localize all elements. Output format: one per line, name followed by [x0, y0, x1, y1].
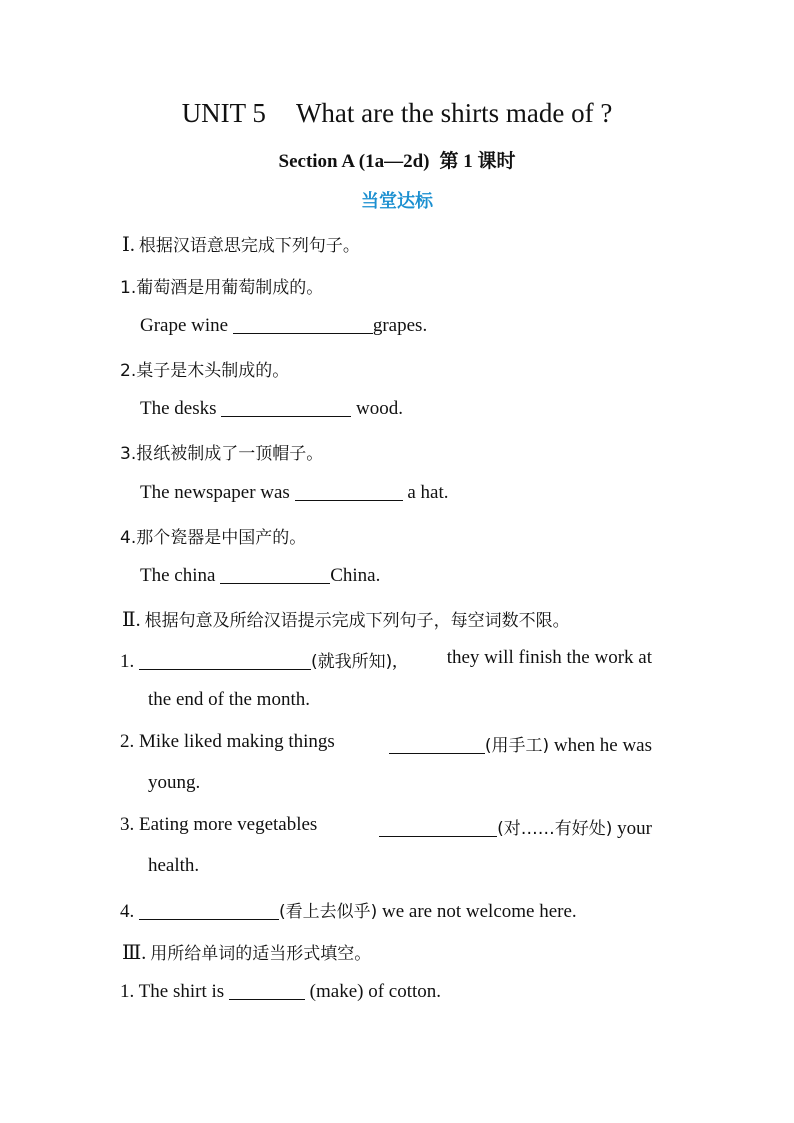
part1-q2-chinese: 2.桌子是木头制成的。: [120, 361, 290, 381]
answer-blank[interactable]: [139, 650, 311, 670]
part2-q2-cont: young.: [148, 772, 201, 793]
answer-blank[interactable]: [220, 564, 330, 584]
part2-q1-cont: the end of the month.: [148, 689, 310, 710]
part1-q4-chinese: 4.那个瓷器是中国产的。: [120, 528, 307, 548]
answer-blank[interactable]: [233, 314, 373, 334]
part1-q1-chinese: 1.葡萄酒是用葡萄制成的。: [120, 278, 324, 298]
unit-title: What are the shirts made of ?: [295, 98, 613, 128]
part1-q3-english: The newspaper was a hat.: [140, 482, 449, 503]
practice-banner: 当堂达标: [361, 191, 433, 212]
part2-q3-cont: health.: [148, 855, 200, 876]
section-subtitle: [0, 146, 794, 173]
answer-blank[interactable]: [229, 980, 305, 1000]
part1-q2-english: The desks wood.: [140, 398, 403, 419]
answer-blank[interactable]: [379, 817, 497, 837]
part1-heading: [122, 231, 360, 257]
lesson-label: 第 1 课时: [439, 151, 516, 172]
part2-q2: 2. Mike liked making things (用手工) when he was: [120, 731, 652, 756]
part2-q4: 4. (看上去似乎) we are not welcome here.: [120, 901, 577, 922]
answer-blank[interactable]: [221, 397, 351, 417]
part3-number: Ⅲ.: [122, 942, 147, 964]
part1-q1-english: Grape wine grapes.: [140, 315, 428, 336]
part3-q1: 1. The shirt is (make) of cotton.: [120, 981, 442, 1002]
answer-blank[interactable]: [139, 900, 279, 920]
answer-blank[interactable]: [295, 481, 403, 501]
part1-instruction: 根据汉语意思完成下列句子。: [138, 236, 360, 256]
unit-label: UNIT 5: [181, 98, 266, 128]
part2-number: Ⅱ.: [122, 609, 141, 631]
part2-q1: 1. (就我所知), they will finish the work at: [120, 647, 652, 672]
part3-instruction: 用所给单词的适当形式填空。: [150, 944, 372, 964]
part1-q4-english: The china China.: [140, 565, 381, 586]
part1-number: Ⅰ.: [122, 234, 135, 256]
part2-q3: 3. Eating more vegetables (对……有好处) your: [120, 814, 652, 839]
page-title: [0, 98, 794, 129]
part2-instruction: 根据句意及所给汉语提示完成下列句子，每空词数不限。: [144, 611, 570, 631]
section-label: Section A (1a—2d): [278, 151, 430, 172]
part3-heading: [122, 939, 371, 965]
answer-blank[interactable]: [389, 734, 485, 754]
part1-q3-chinese: 3.报纸被制成了一顶帽子。: [120, 444, 324, 464]
part2-heading: [122, 606, 570, 632]
